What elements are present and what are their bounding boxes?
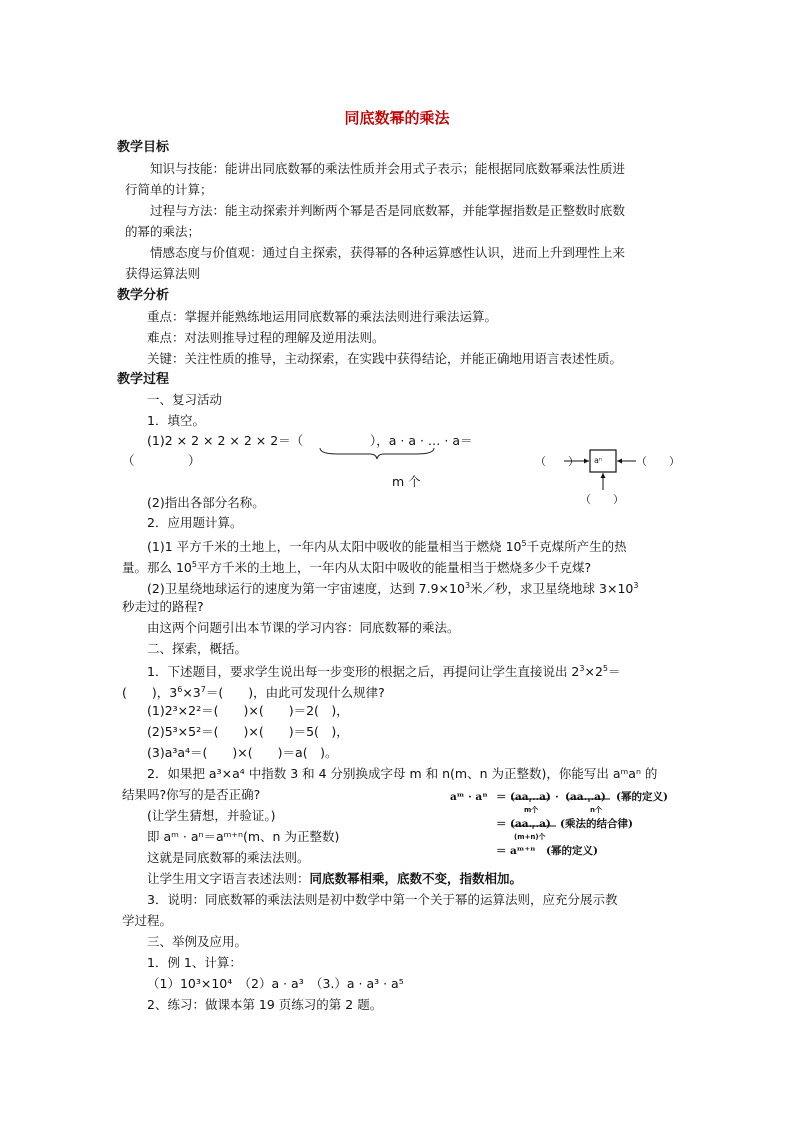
explore-heading: 二、探索，概括。 [147,641,248,656]
explore-1-line2: ( )，$3^6\times 3^7=$( )，由此可发现什么规律? [122,685,385,700]
derivation-line1-product-n: (aa…a) [565,791,606,803]
derivation-line3-result: aᵐ⁺ⁿ [510,845,536,857]
derivation-braces [508,797,618,837]
guess-and-verify: (让学生猜想，并验证。) [147,808,276,823]
derivation-n-count: n个 [590,806,602,814]
analysis-difficulty: 难点：对法则推导过程的理解及逆用法则。 [147,330,385,345]
application-1-line2: 量。那么 $10^5$平方千米的土地上，一年内从太阳中吸收的能量相当于燃烧多少千克煤? [122,560,592,575]
application-heading: 2．应用题计算。 [147,515,243,530]
example-1-heading: 1．例 1、计算： [147,955,242,970]
analysis-focus: 重点：掌握并能熟练地运用同底数幂的乘法法则进行乘法运算。 [147,309,498,324]
derivation-line3-note: (幂的定义) [546,845,598,857]
diagram-bottom-blank: （ ） [580,493,624,506]
examples-heading: 三、举例及应用。 [147,934,248,949]
diagram-left-blank: （ ） [535,455,579,468]
m-count-label: m 个 [392,474,421,489]
derivation-line1-lhs: aᵐ · aⁿ [450,791,488,803]
note-line1: 3．说明：同底数幂的乘法法则是初中数学中第一个关于幂的运算法则，应充分展示教 [147,892,618,907]
underbrace-icon [318,446,436,460]
derivation-line2-eq: ＝ [496,818,507,830]
derivation-m-count: m个 [524,806,539,814]
question-1-part-a: (1)2 × 2 × 2 × 2 × 2＝（ [147,433,304,448]
section-heading-process: 教学过程 [117,372,170,387]
section-heading-goals: 教学目标 [117,140,170,155]
example-1-items: （1）10³×10⁴ （2）a · a³ （3.）a · a³ · a⁵ [147,976,404,991]
derivation-line1-eq: ＝ [496,791,507,803]
rule-statement: 这就是同底数幂的乘法法则。 [147,850,310,865]
equation-2: (2)5³×5²＝( )×( )＝5( )， [147,724,349,739]
question-1-part-b: ），a · a · … · a＝ [370,433,473,448]
goal-process-line2: 的幂的乘法； [125,224,201,239]
question-1-open-paren: （ [122,453,135,468]
verbal-rule-line: 让学生用文字语言表述法则：同底数幂相乘，底数不变，指数相加。 [147,871,523,886]
derivation-line1-dot: · [555,791,559,803]
explore-2-line1: 2．如果把 a³×a⁴ 中指数 3 和 4 分别换成字母 m 和 n(m、n 为正整数)，你能写出 aᵐaⁿ 的 [147,766,658,781]
goal-emotion-line1: 情感态度与价值观：通过自主探索，获得幂的各种运算感性认识，进而上升到理性上来 [150,245,626,260]
derivation-line2-note: (乘法的结合律) [560,818,633,830]
analysis-key: 关键：关注性质的推导，主动探索，在实践中获得结论，并能正确地用语言表述性质。 [147,351,623,366]
practice-line: 2、练习：做课本第 19 页练习的第 2 题。 [147,997,383,1012]
note-line2: 学过程。 [122,913,173,928]
goal-knowledge-line2: 行简单的计算； [125,182,213,197]
derivation-line3-eq: ＝ [496,845,507,857]
derivation-line1-note: (幂的定义) [616,791,668,803]
derivation-line1-product-m: (aa…a) [510,791,551,803]
page-title: 同底数幂的乘法 [344,109,450,127]
equation-3: (3)a³a⁴＝( )×( )＝a( )。 [147,745,338,760]
question-2: (2)指出各部分名称。 [147,495,265,510]
multiplication-formula: 即 aᵐ · aⁿ＝aᵐ⁺ⁿ(m、n 为正整数) [147,829,340,844]
goal-process-line1: 过程与方法：能主动探索并判断两个幂是否是同底数幂，并能掌握指数是正整数时底数 [150,203,626,218]
equation-1: (1)2³×2²＝( )×( )＝2( )， [147,703,349,718]
goal-knowledge-line1: 知识与技能：能讲出同底数幂的乘法性质并会用式子表示；能根据同底数幂乘法性质进 [150,161,626,176]
application-2-line1: (2)卫星绕地球运行的速度为第一宇宙速度，达到 $7.9\times 10^3$米／秒，求卫星绕地球 $3\times 10^3$ [147,581,639,596]
application-2-line2: 秒走过的路程? [122,599,204,614]
diagram-power-term: aⁿ [594,456,603,465]
explore-2-line2: 结果吗?你写的是否正确? [122,787,261,802]
goal-emotion-line2: 获得运算法则 [125,266,201,281]
derivation-line2-product: (aa…a) [510,818,551,830]
question-1-close-paren: ） [188,453,201,468]
explore-1-line1: 1．下述题目，要求学生说出每一步变形的根据之后，再提问让学生直接说出 $2^3\times 2^5=$ [147,664,621,679]
derivation-sum-count: (m+n)个 [514,833,546,841]
lead-in-sentence: 由这两个问题引出本节课的学习内容：同底数幂的乘法。 [147,620,460,635]
diagram-right-blank: （ ） [636,455,680,468]
review-heading: 一、复习活动 [147,392,223,407]
fill-in-heading: 1．填空。 [147,413,205,428]
application-1-line1: (1)1 平方千米的土地上，一年内从太阳中吸收的能量相当于燃烧 $10^5$千克煤所产生的热 [147,539,627,554]
section-heading-analysis: 教学分析 [117,288,170,303]
